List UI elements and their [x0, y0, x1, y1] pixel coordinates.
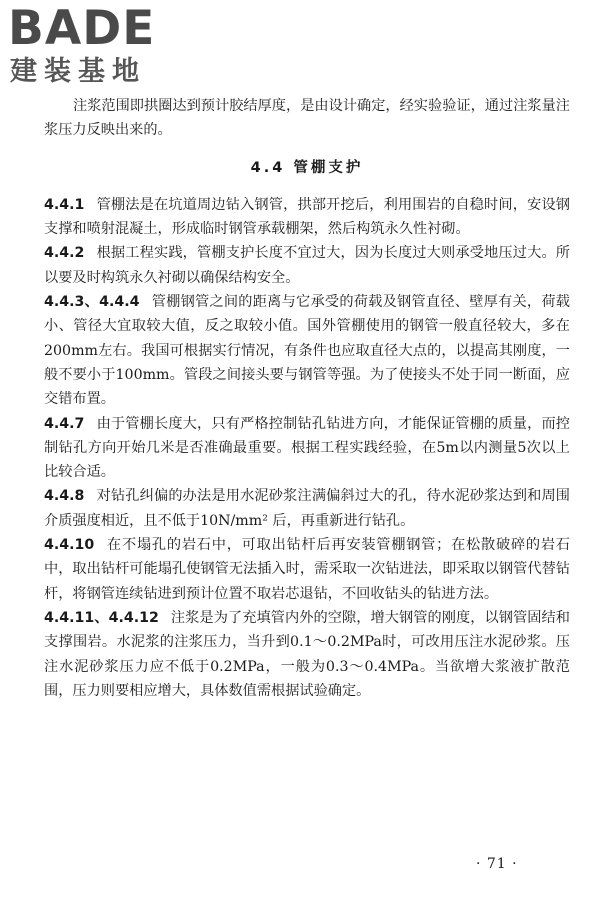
- clause-number: 4.4.1: [44, 196, 85, 213]
- clause-4-4-11-12: [44, 606, 570, 703]
- clause-text: 由于管棚长度大，只有严格控制钻孔钻进方向，才能保证管棚的质量，而控制钻孔方向开始几米是否准确最重要。根据工程实践经验，在5m以内测量5次以上比较合适。: [44, 415, 570, 481]
- clause-text: 管棚法是在坑道周边钻入钢管，拱部开挖后，利用围岩的自稳时间，安设钢支撑和喷射混凝土，形成临时钢管承载棚架，然后构筑永久性衬砌。: [44, 196, 570, 238]
- clause-text: 根据工程实践，管棚支护长度不宜过大，因为长度过大则承受地压过大。所以要及时构筑永久衬砌以确保结构安全。: [44, 245, 570, 286]
- publisher-logo: [8, 1, 198, 94]
- clause-text: 在不塌孔的岩石中，可取出钻杆后再安装管棚钢管；在松散破碎的岩石中，取出钻杆可能塌孔使钢管无法插入时，需采取一次钻进法，即采取以钢管代替钻杆，将钢管连续钻进到预计位置不取岩芯退钻，不回收钻头的钻进方法。: [44, 537, 570, 602]
- page-number: · 71 ·: [476, 856, 518, 872]
- section-title: 4.4 管棚支护: [250, 159, 364, 176]
- clause-number: 4.4.7: [44, 415, 85, 432]
- clause-number: 4.4.11、4.4.12: [44, 609, 159, 626]
- clause-text: 管棚钢管之间的距离与它承受的荷载及钢管直径、壁厚有关，荷载小、管径大宜取较大值，反之取较小值。国外管棚使用的钢管一般直径较大，多在200mm左右。我国可根据实行情况，有条件也应取直径大点的，以提高其刚度，一般不要小于100mm。管段之间接头要与钢管等强。为了使接头不处于同一断面，应交错布置。: [44, 294, 570, 408]
- page-body: [44, 94, 570, 703]
- clause-4-4-7: [44, 412, 570, 485]
- clause-number: 4.4.10: [44, 537, 95, 554]
- clause-4-4-3-4: [44, 290, 570, 411]
- clause-text: 注浆是为了充填管内外的空隙，增大钢管的刚度，以钢管固结和支撑围岩。水泥浆的注浆压力，当升到0.1～0.2MPa时，可改用压注水泥砂浆。压注水泥砂浆压力应不低于0.2MPa，一般为0.3～0.4MPa。当欲增大浆液扩散范围，压力则要相应增大，具体数值需根据试验确定。: [44, 609, 570, 699]
- clause-4-4-1: [44, 193, 570, 242]
- logo-wordmark: BADE: [8, 1, 156, 56]
- clause-text: 对钻孔纠偏的办法是用水泥砂浆注满偏斜过大的孔，待水泥砂浆达到和周围介质强度相近，且不低于10N/mm² 后，再重新进行钻孔。: [44, 488, 570, 529]
- intro-paragraph: 注浆范围即拱圈达到预计胶结厚度，是由设计确定，经实验验证，通过注浆量注浆压力反映出来的。: [44, 98, 570, 139]
- clause-4-4-8: [44, 484, 570, 533]
- clause-number: 4.4.8: [44, 488, 85, 505]
- clause-4-4-2: [44, 241, 570, 290]
- clause-number: 4.4.3、4.4.4: [44, 294, 140, 311]
- clause-number: 4.4.2: [44, 245, 85, 262]
- logo-chinese-name: 建装基地: [10, 56, 146, 87]
- clause-4-4-10: [44, 533, 570, 606]
